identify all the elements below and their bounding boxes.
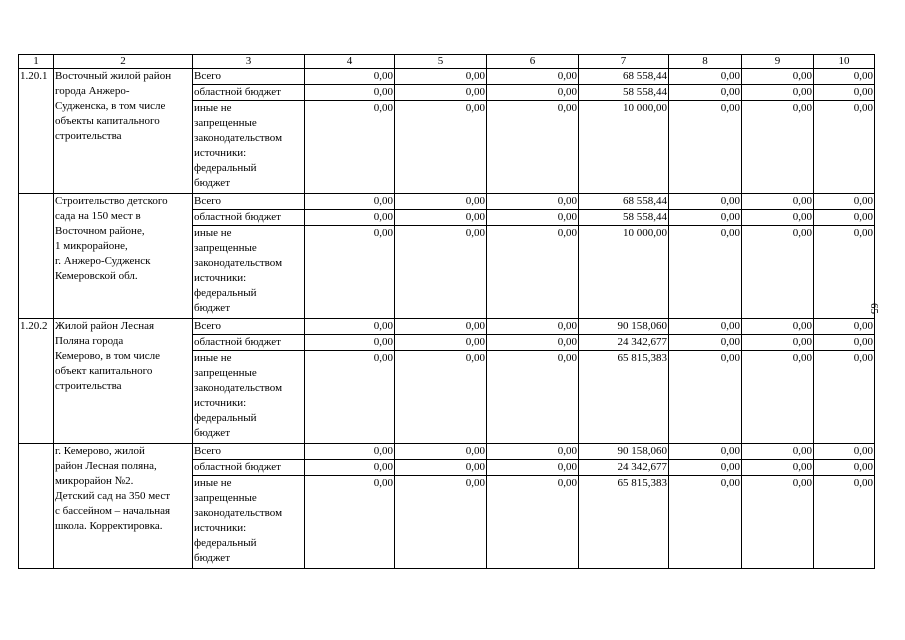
value-cell: 0,00 <box>487 194 579 210</box>
value-cell: 0,00 <box>305 319 395 335</box>
value-cell: 0,00 <box>395 69 487 85</box>
value-cell: 90 158,060 <box>579 444 669 460</box>
value-cell: 0,00 <box>814 476 875 569</box>
header-cell: 7 <box>579 55 669 69</box>
value-cell: 0,00 <box>669 351 742 444</box>
value-cell: 0,00 <box>487 85 579 101</box>
value-cell: 0,00 <box>395 444 487 460</box>
header-cell: 3 <box>193 55 305 69</box>
value-cell: 10 000,00 <box>579 101 669 194</box>
value-cell: 0,00 <box>305 226 395 319</box>
table-row <box>19 194 875 210</box>
source-label-line: законодательством <box>194 257 283 269</box>
header-cell: 9 <box>742 55 814 69</box>
value-cell: 0,00 <box>742 226 814 319</box>
header-cell: 2 <box>54 55 193 69</box>
item-name-line: Кемерово, в том числе <box>55 350 161 362</box>
source-label-line: бюджет <box>194 552 230 564</box>
value-cell: 0,00 <box>669 444 742 460</box>
value-cell: 0,00 <box>487 460 579 476</box>
item-name-cell <box>54 444 193 569</box>
value-cell: 0,00 <box>305 69 395 85</box>
value-cell: 0,00 <box>487 444 579 460</box>
item-code-cell <box>19 444 54 569</box>
value-cell: 0,00 <box>742 444 814 460</box>
item-name-line: города Анжеро- <box>55 85 130 97</box>
header-cell: 8 <box>669 55 742 69</box>
value-cell: 0,00 <box>814 226 875 319</box>
item-name-line: 1 микрорайоне, <box>55 240 128 252</box>
value-cell: 0,00 <box>487 476 579 569</box>
value-cell: 0,00 <box>742 476 814 569</box>
item-code: 1.20.1 <box>20 70 48 82</box>
item-name-line: Детский сад на 350 мест <box>55 490 171 502</box>
item-code-cell <box>19 194 54 319</box>
source-label <box>193 476 305 569</box>
value-cell: 0,00 <box>305 101 395 194</box>
source-label-line: запрещенные <box>194 242 257 254</box>
source-label-line: бюджет <box>194 177 230 189</box>
source-label-line: законодательством <box>194 507 283 519</box>
header-cell: 5 <box>395 55 487 69</box>
source-label-line: иные не <box>194 352 232 364</box>
value-cell: 0,00 <box>487 335 579 351</box>
value-cell: 0,00 <box>742 210 814 226</box>
value-cell: 0,00 <box>669 226 742 319</box>
value-cell: 10 000,00 <box>579 226 669 319</box>
source-label-line: законодательством <box>194 382 283 394</box>
value-cell: 0,00 <box>814 351 875 444</box>
header-cell: 10 <box>814 55 875 69</box>
source-label-line: федеральный <box>194 412 257 424</box>
source-label-line: иные не <box>194 227 232 239</box>
item-code-cell <box>19 319 54 444</box>
value-cell: 0,00 <box>395 194 487 210</box>
value-cell: 65 815,383 <box>579 476 669 569</box>
value-cell: 24 342,677 <box>579 460 669 476</box>
value-cell: 0,00 <box>305 460 395 476</box>
table-row <box>19 444 875 460</box>
item-code-cell <box>19 69 54 194</box>
item-code: 1.20.2 <box>20 320 48 332</box>
value-cell: 0,00 <box>742 194 814 210</box>
source-label: Всего <box>193 444 305 460</box>
item-name-cell <box>54 69 193 194</box>
value-cell: 0,00 <box>305 351 395 444</box>
item-name-cell <box>54 319 193 444</box>
value-cell: 0,00 <box>669 85 742 101</box>
value-cell: 0,00 <box>305 85 395 101</box>
value-cell: 58 558,44 <box>579 85 669 101</box>
value-cell: 0,00 <box>395 351 487 444</box>
source-label-line: федеральный <box>194 287 257 299</box>
source-label <box>193 226 305 319</box>
value-cell: 0,00 <box>742 101 814 194</box>
source-label-line: иные не <box>194 477 232 489</box>
value-cell: 24 342,677 <box>579 335 669 351</box>
value-cell: 0,00 <box>395 335 487 351</box>
source-label-line: запрещенные <box>194 492 257 504</box>
item-name-line: с бассейном – начальная <box>55 505 171 517</box>
value-cell: 68 558,44 <box>579 69 669 85</box>
source-label-line: федеральный <box>194 162 257 174</box>
value-cell: 0,00 <box>742 335 814 351</box>
value-cell: 0,00 <box>814 210 875 226</box>
item-name-line: Восточный жилой район <box>55 70 172 82</box>
value-cell: 0,00 <box>669 101 742 194</box>
value-cell: 0,00 <box>814 85 875 101</box>
table-row <box>19 69 875 85</box>
header-cell: 1 <box>19 55 54 69</box>
value-cell: 0,00 <box>305 335 395 351</box>
source-label-line: источники: <box>194 397 247 409</box>
value-cell: 0,00 <box>395 226 487 319</box>
value-cell: 65 815,383 <box>579 351 669 444</box>
item-name-line: объекты капитального <box>55 115 160 127</box>
value-cell: 0,00 <box>669 460 742 476</box>
value-cell: 0,00 <box>305 210 395 226</box>
source-label-line: бюджет <box>194 302 230 314</box>
value-cell: 90 158,060 <box>579 319 669 335</box>
item-name-line: г. Анжеро-Судженск <box>55 255 151 267</box>
source-label: Всего <box>193 69 305 85</box>
value-cell: 0,00 <box>669 69 742 85</box>
source-label-line: источники: <box>194 272 247 284</box>
source-label-line: иные не <box>194 102 232 114</box>
table-body <box>19 55 875 569</box>
item-name-line: Судженска, в том числе <box>55 100 166 112</box>
source-label-line: источники: <box>194 522 247 534</box>
value-cell: 0,00 <box>814 101 875 194</box>
source-label: Всего <box>193 319 305 335</box>
table-row <box>19 319 875 335</box>
item-name-line: объект капитального <box>55 365 153 377</box>
item-name-line: г. Кемерово, жилой <box>55 445 145 457</box>
value-cell: 0,00 <box>305 476 395 569</box>
value-cell: 0,00 <box>814 444 875 460</box>
value-cell: 0,00 <box>669 319 742 335</box>
value-cell: 0,00 <box>395 101 487 194</box>
source-label: областной бюджет <box>193 210 305 226</box>
value-cell: 0,00 <box>395 85 487 101</box>
value-cell: 0,00 <box>669 210 742 226</box>
item-name-line: район Лесная поляна, <box>55 460 157 472</box>
item-name-line: Кемеровской обл. <box>55 270 138 282</box>
value-cell: 0,00 <box>742 85 814 101</box>
source-label-line: запрещенные <box>194 117 257 129</box>
item-name-cell <box>54 194 193 319</box>
source-label <box>193 101 305 194</box>
source-label: областной бюджет <box>193 335 305 351</box>
value-cell: 0,00 <box>742 69 814 85</box>
value-cell: 0,00 <box>669 476 742 569</box>
value-cell: 0,00 <box>814 194 875 210</box>
source-label: областной бюджет <box>193 85 305 101</box>
source-label: Всего <box>193 194 305 210</box>
budget-table <box>18 54 875 569</box>
item-name-line: Поляна города <box>55 335 124 347</box>
source-label-line: федеральный <box>194 537 257 549</box>
value-cell: 0,00 <box>395 476 487 569</box>
value-cell: 0,00 <box>395 319 487 335</box>
item-name-line: Восточном районе, <box>55 225 145 237</box>
source-label: областной бюджет <box>193 460 305 476</box>
value-cell: 68 558,44 <box>579 194 669 210</box>
value-cell: 0,00 <box>487 226 579 319</box>
header-row <box>19 55 875 69</box>
item-name-line: Строительство детского <box>55 195 168 207</box>
value-cell: 0,00 <box>814 69 875 85</box>
item-name-line: Жилой район Лесная <box>55 320 155 332</box>
page-number: 65 <box>868 303 880 314</box>
value-cell: 0,00 <box>742 351 814 444</box>
value-cell: 0,00 <box>669 194 742 210</box>
value-cell: 0,00 <box>487 210 579 226</box>
value-cell: 0,00 <box>487 351 579 444</box>
source-label-line: запрещенные <box>194 367 257 379</box>
value-cell: 0,00 <box>814 460 875 476</box>
value-cell: 0,00 <box>814 319 875 335</box>
source-label <box>193 351 305 444</box>
value-cell: 0,00 <box>487 69 579 85</box>
value-cell: 0,00 <box>305 444 395 460</box>
item-name-line: строительства <box>55 380 122 392</box>
value-cell: 0,00 <box>395 460 487 476</box>
source-label-line: бюджет <box>194 427 230 439</box>
value-cell: 0,00 <box>669 335 742 351</box>
item-name-line: сада на 150 мест в <box>55 210 141 222</box>
header-cell: 6 <box>487 55 579 69</box>
value-cell: 0,00 <box>487 319 579 335</box>
item-name-line: строительства <box>55 130 122 142</box>
item-name-line: микрорайон №2. <box>55 475 134 487</box>
value-cell: 0,00 <box>814 335 875 351</box>
value-cell: 58 558,44 <box>579 210 669 226</box>
source-label-line: законодательством <box>194 132 283 144</box>
value-cell: 0,00 <box>742 460 814 476</box>
item-name-line: школа. Корректировка. <box>55 520 163 532</box>
value-cell: 0,00 <box>487 101 579 194</box>
value-cell: 0,00 <box>305 194 395 210</box>
value-cell: 0,00 <box>395 210 487 226</box>
source-label-line: источники: <box>194 147 247 159</box>
header-cell: 4 <box>305 55 395 69</box>
value-cell: 0,00 <box>742 319 814 335</box>
